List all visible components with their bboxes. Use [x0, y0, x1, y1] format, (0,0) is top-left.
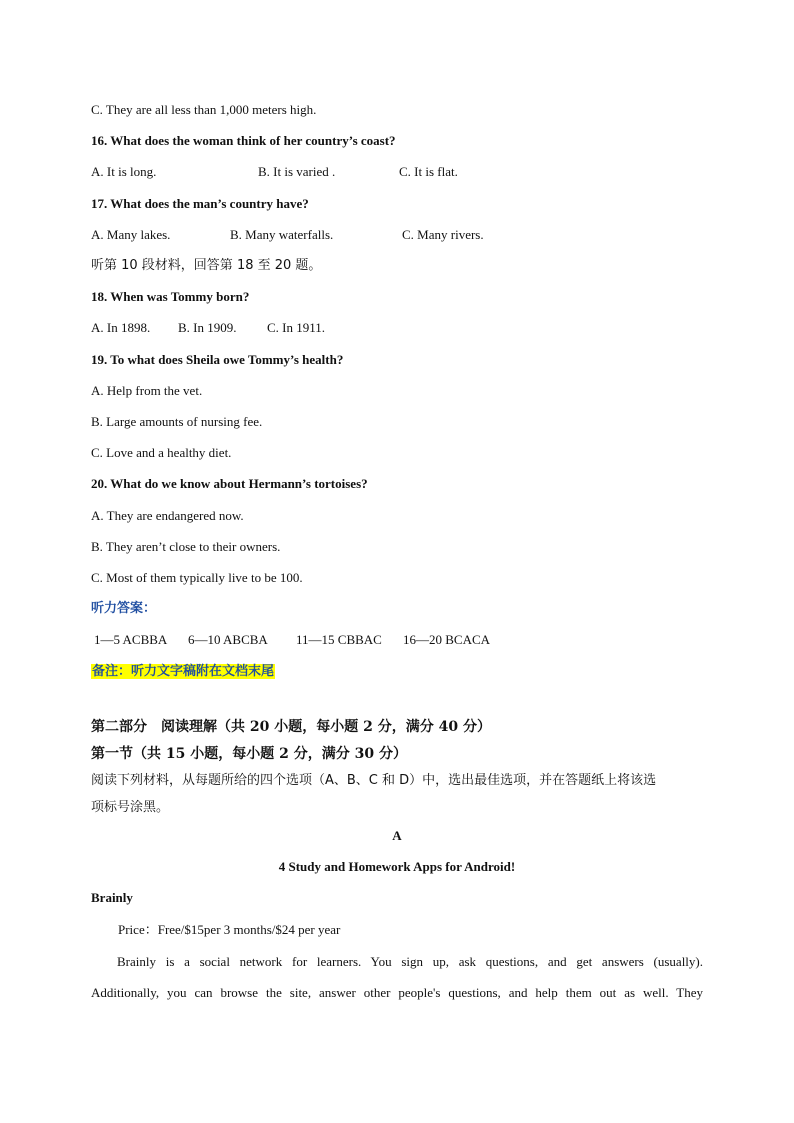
q15-option-c: C. They are all less than 1,000 meters high.: [91, 102, 317, 117]
passage-letter: A: [392, 828, 402, 843]
answer-group-4: 16—20 BCACA: [403, 632, 491, 647]
answer-group-2: 6—10 ABCBA: [188, 632, 268, 647]
q20-option-b: B. They aren’t close to their owners.: [91, 539, 281, 554]
section10-intro: 听第 10 段材料，回答第 18 至 20 题。: [91, 258, 322, 273]
passage-title: 4 Study and Homework Apps for Android!: [278, 859, 516, 874]
part-two-title: 第二部分 阅读理解（共 20 小题，每小题 2 分，满分 40 分）: [91, 719, 491, 735]
q20-option-c: C. Most of them typically live to be 100.: [91, 570, 303, 585]
q17-options: [0, 226, 794, 244]
answer-group-1: 1—5 ACBBA: [94, 632, 168, 647]
q20-option-a: A. They are endangered now.: [91, 508, 244, 523]
app-price: Price：Free/$15per 3 months/$24 per year: [118, 922, 341, 937]
q17-question: 17. What does the man’s country have?: [91, 196, 309, 211]
q16-option-a: A. It is long.: [91, 164, 157, 179]
instructions-line2: 项标号涂黑。: [91, 800, 170, 815]
answers-row: [0, 631, 794, 649]
q17-option-b: B. Many waterfalls.: [230, 227, 334, 242]
q19-option-b: B. Large amounts of nursing fee.: [91, 414, 263, 429]
q19-option-c: C. Love and a healthy diet.: [91, 445, 232, 460]
app-description-line1: Brainly is a social network for learners. You sign up, ask questions, and get answers (usually).: [117, 954, 703, 969]
instructions-line1: 阅读下列材料，从每题所给的四个选项（A、B、C 和 D）中，选出最佳选项，并在答题纸上将该选: [91, 773, 657, 788]
q16-option-b: B. It is varied .: [258, 164, 336, 179]
q18-question: 18. When was Tommy born?: [91, 289, 250, 304]
q16-question: 16. What does the woman think of her country’s coast?: [91, 133, 396, 148]
q18-option-b: B. In 1909.: [178, 320, 237, 335]
q20-question: 20. What do we know about Hermann’s tortoises?: [91, 476, 368, 491]
q19-question: 19. To what does Sheila owe Tommy’s health?: [91, 352, 344, 367]
section-one-title: 第一节（共 15 小题，每小题 2 分，满分 30 分）: [91, 746, 407, 762]
q16-options: [0, 163, 794, 181]
app-description-line2: Additionally, you can browse the site, answer other people's questions, and help them out as well. They: [91, 985, 703, 1000]
answer-group-3: 11—15 CBBAC: [296, 632, 382, 647]
transcript-note: [91, 663, 275, 681]
app-name-brainly: Brainly: [91, 890, 133, 905]
q18-option-c: C. In 1911.: [267, 320, 326, 335]
q18-options: [0, 319, 794, 337]
q18-option-a: A. In 1898.: [91, 320, 151, 335]
q17-option-a: A. Many lakes.: [91, 227, 171, 242]
q17-option-c: C. Many rivers.: [402, 227, 484, 242]
q16-option-c: C. It is flat.: [399, 164, 458, 179]
transcript-note-text: 备注：听力文字稿附在文档末尾: [92, 664, 275, 679]
answers-label: 听力答案：: [91, 601, 157, 616]
q19-option-a: A. Help from the vet.: [91, 383, 203, 398]
